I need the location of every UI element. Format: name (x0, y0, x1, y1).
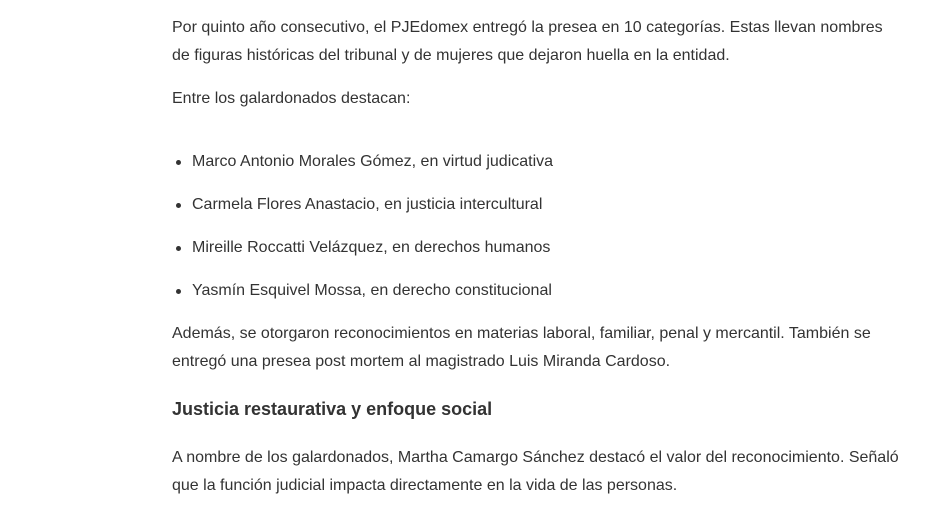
paragraph-speech: A nombre de los galardonados, Martha Camargo Sánchez destacó el valor del reconocimiento. Señaló que la función judicial impacta directamente en la vida de las personas. (172, 449, 899, 494)
article-body (172, 14, 902, 500)
list-item: Yasmín Esquivel Mossa, en derecho constitucional (192, 277, 902, 305)
list-item: Mireille Roccatti Velázquez, en derechos humanos (192, 234, 902, 262)
paragraph-winners-intro: Entre los galardonados destacan: (172, 90, 411, 107)
section-heading: Justicia restaurativa y enfoque social (172, 399, 493, 419)
winners-list (172, 148, 902, 305)
list-item: Marco Antonio Morales Gómez, en virtud judicativa (192, 148, 902, 176)
paragraph-other-awards: Además, se otorgaron reconocimientos en materias laboral, familiar, penal y mercantil. También se entregó una presea post mortem al magistrado Luis Miranda Cardoso. (172, 325, 871, 370)
list-item: Carmela Flores Anastacio, en justicia intercultural (192, 191, 902, 219)
paragraph-awards-intro: Por quinto año consecutivo, el PJEdomex entregó la presea en 10 categorías. Estas llevan nombres de figuras históricas del tribunal y de mujeres que dejaron huella en la entidad. (172, 19, 883, 64)
